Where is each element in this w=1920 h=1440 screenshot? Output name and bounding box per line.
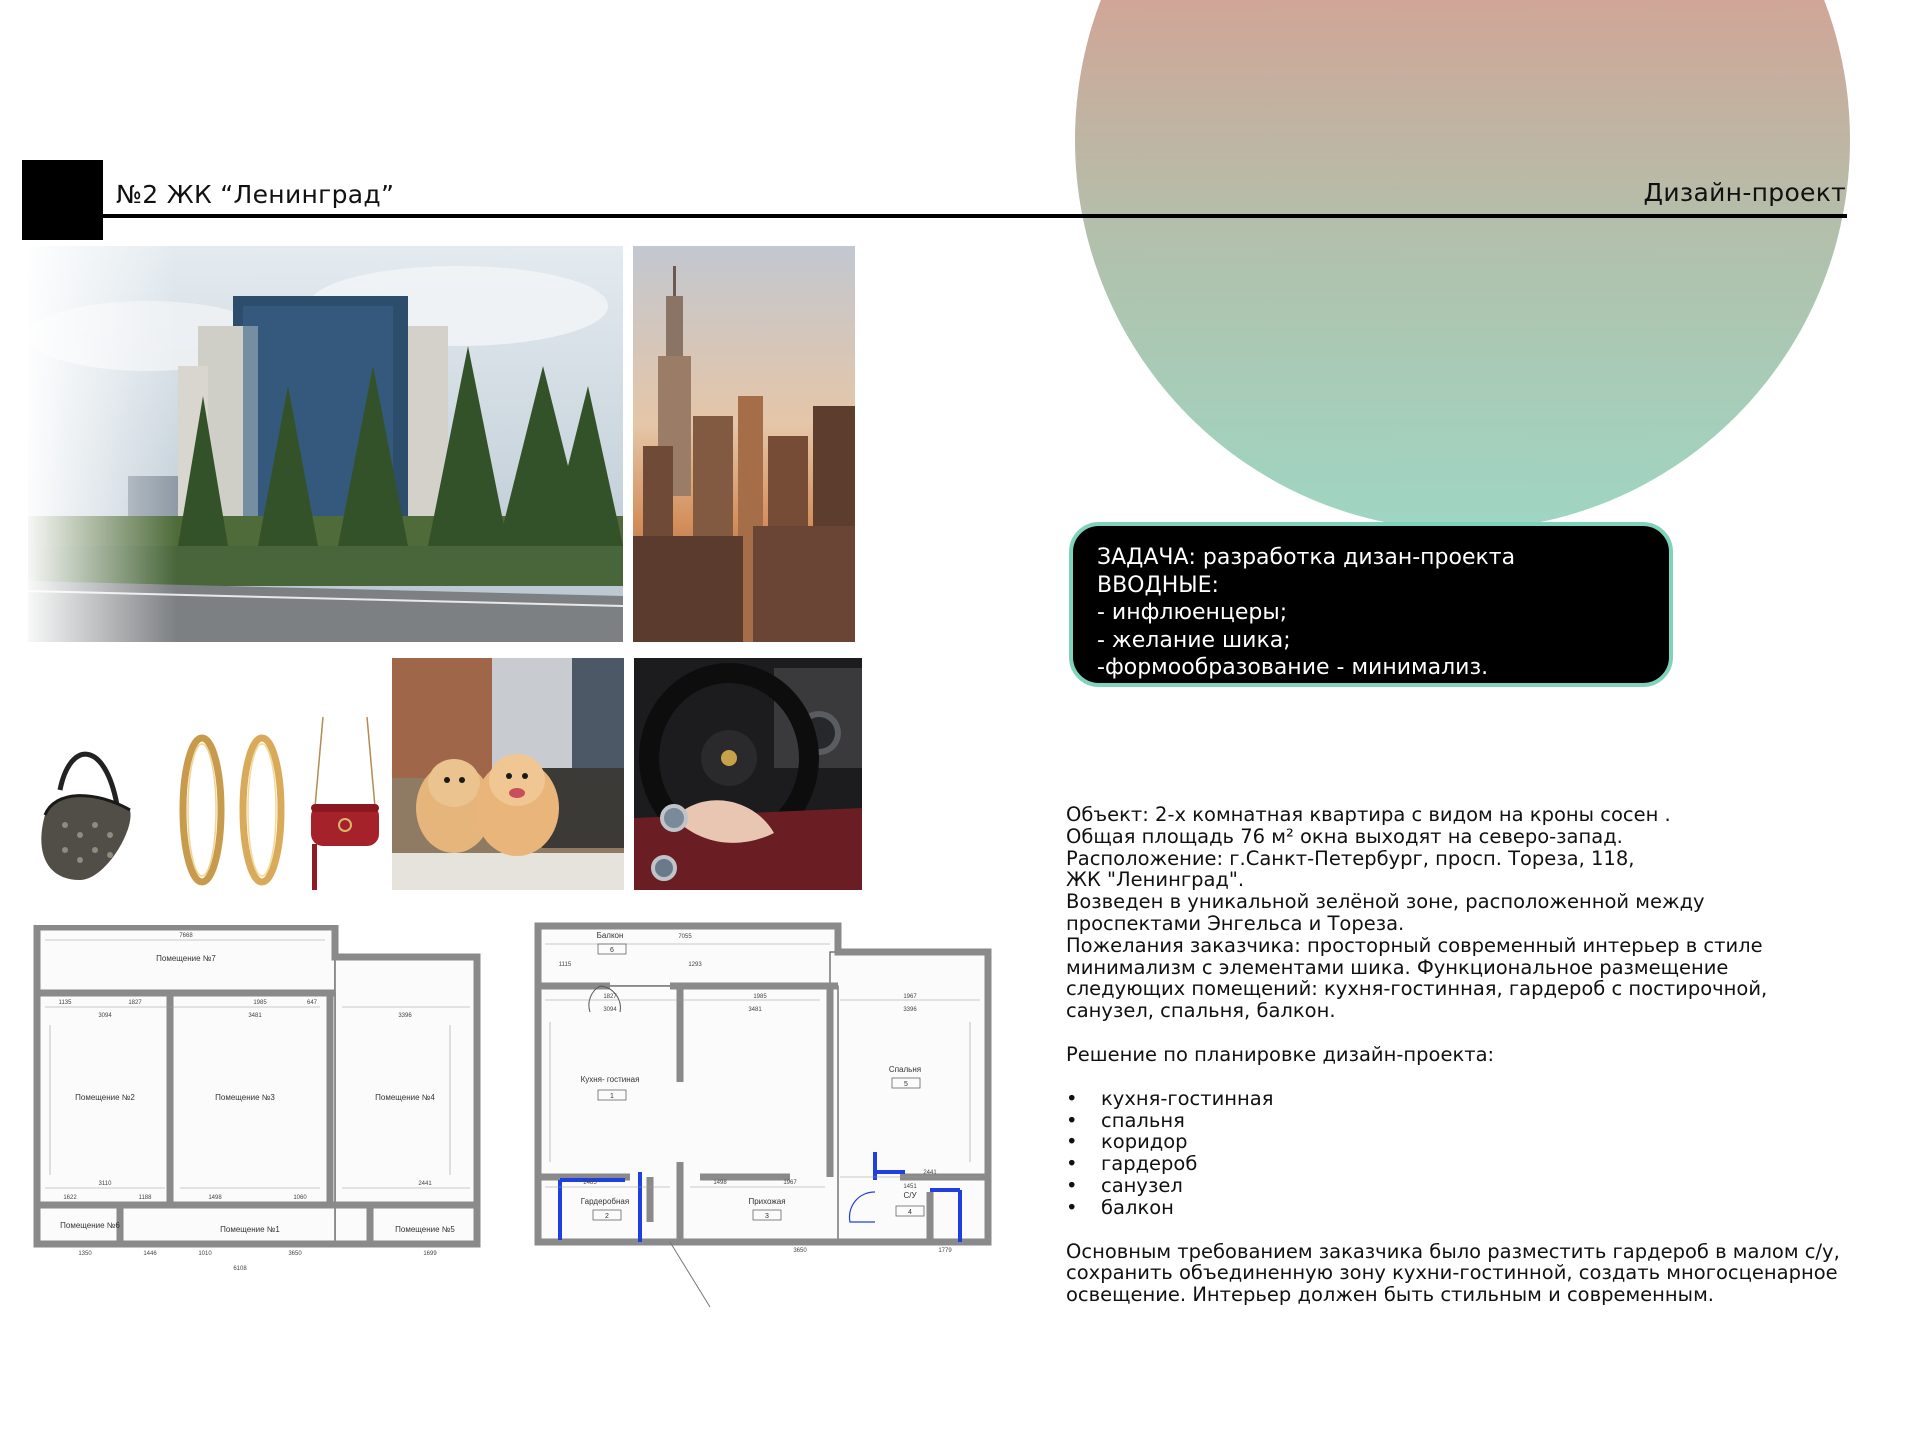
plan1-dim: 1985 (253, 1000, 267, 1006)
rooms-list (1066, 1088, 1906, 1219)
plan1-dim: 1498 (208, 1195, 222, 1201)
plan1-dim: 3110 (98, 1181, 112, 1187)
requirement-line: освещение. Интерьер должен быть стильным и современным. (1066, 1283, 1714, 1307)
plan1-dim: 3396 (398, 1013, 412, 1019)
plan2-dim: 3481 (748, 1007, 762, 1013)
plan1-room-label: Помещение №7 (156, 954, 216, 963)
description-line: Расположение: г.Санкт-Петербург, просп. Тореза, 118, (1066, 846, 1635, 870)
solution-heading: Решение по планировке дизайн-проекта: (1066, 1042, 1495, 1066)
plan1-dim: 2441 (418, 1181, 432, 1187)
plan1-dim: 3650 (288, 1251, 302, 1257)
plan1-dim: 3481 (248, 1013, 262, 1019)
plan1-dim: 1827 (128, 1000, 142, 1006)
rooms-list-item: • кухня-гостинная (1066, 1088, 1906, 1110)
plan2-dim: 1967 (903, 994, 917, 1000)
plan1-room-label: Помещение №4 (375, 1093, 435, 1102)
plan1-dim: 6108 (233, 1266, 247, 1272)
description-line: Пожелания заказчика: просторный современный интерьер в стиле (1066, 933, 1763, 957)
plan2-room-label: Прихожая (748, 1197, 786, 1206)
plan2-dim: 1967 (783, 1180, 797, 1186)
document-type-label: Дизайн-проект (1643, 178, 1846, 207)
decorative-gradient-circle (1075, 0, 1850, 530)
plan2-dim: 1115 (558, 962, 572, 968)
residential-complex-photo (28, 246, 623, 642)
plan1-room-label: Помещение №2 (75, 1093, 135, 1102)
saddle-bag-image (35, 730, 140, 890)
plan2-dim: 1451 (903, 1184, 917, 1190)
plan2-dim: 1985 (753, 994, 767, 1000)
plan1-dim: 1135 (58, 1000, 72, 1006)
plan2-room-number: 6 (610, 947, 614, 954)
plan1-dim: 1699 (423, 1251, 437, 1257)
project-description (1066, 804, 1906, 1306)
plan2-dim: 3650 (793, 1248, 807, 1254)
sports-car-interior-photo (634, 658, 862, 890)
description-line: Возведен в уникальной зелёной зоне, расположенной между (1066, 890, 1705, 914)
plan2-room-label: С/У (903, 1191, 917, 1200)
rooms-list-item: • санузел (1066, 1175, 1906, 1197)
existing-floor-plan (30, 925, 485, 1299)
plan2-dim: 7055 (678, 934, 692, 940)
plan1-dim: 647 (306, 1000, 318, 1006)
project-title: №2 ЖК “Ленинград” (116, 180, 395, 209)
plan2-room-number: 2 (605, 1213, 609, 1220)
plan1-dim: 1188 (138, 1195, 152, 1201)
description-line: Объект: 2-х комнатная квартира с видом на кроны сосен . (1066, 803, 1671, 826)
plan2-dim: 1827 (603, 994, 617, 1000)
description-line: Общая площадь 76 м² окна выходят на северо-запад. (1066, 824, 1623, 848)
description-line: санузел, спальня, балкон. (1066, 999, 1336, 1023)
plan1-room-label: Помещение №1 (220, 1225, 280, 1234)
plan1-room-label: Помещение №3 (215, 1093, 275, 1102)
gold-bracelets-image (175, 720, 290, 895)
description-line: следующих помещений: кухня-гостинная, гардероб с постирочной, (1066, 977, 1768, 1001)
task-line: ЗАДАЧА: разработка дизан-проекта (1097, 545, 1516, 570)
city-skyline-photo (633, 246, 855, 642)
plan1-dim: 1010 (198, 1251, 212, 1257)
red-crossbody-bag-image (305, 712, 385, 892)
requirement-line: Основным требованием заказчика было разместить гардероб в малом с/у, (1066, 1239, 1840, 1263)
plan2-room-label: Балкон (596, 931, 624, 940)
plan1-dim: 1350 (78, 1251, 92, 1257)
description-line: ЖК "Ленинград". (1066, 868, 1245, 892)
plan1-room-label: Помещение №5 (395, 1225, 455, 1234)
rooms-list-item: • коридор (1066, 1131, 1906, 1153)
plan2-room-label: Спальня (888, 1065, 922, 1074)
plan2-dim: 2441 (923, 1170, 937, 1176)
header-black-square (22, 160, 103, 240)
plan2-dim: 1779 (938, 1248, 952, 1254)
pomeranian-dogs-photo (392, 658, 624, 890)
plan2-room-number: 5 (904, 1081, 908, 1088)
plan1-dim: 7668 (179, 933, 193, 939)
plan2-room-number: 1 (610, 1093, 614, 1100)
plan2-dim: 3396 (903, 1007, 917, 1013)
header-divider-line (103, 214, 1847, 218)
plan2-room-label: Кухня- гостиная (580, 1075, 640, 1084)
plan2-room-number: 3 (765, 1213, 769, 1220)
plan1-dim: 1622 (63, 1195, 77, 1201)
plan2-room-number: 4 (908, 1209, 912, 1216)
plan1-dim: 3094 (98, 1013, 112, 1019)
rooms-list-item: • спальня (1066, 1110, 1906, 1132)
rooms-list-item: • балкон (1066, 1197, 1906, 1219)
description-line: минимализм с элементами шика. Функциональное размещение (1066, 955, 1729, 979)
plan2-dim: 1498 (713, 1180, 727, 1186)
plan1-room-label: Помещение №6 (60, 1221, 120, 1230)
rooms-list-item: • гардероб (1066, 1153, 1906, 1175)
description-line: проспектами Энгельса и Тореза. (1066, 911, 1405, 935)
plan2-dim: 3094 (603, 1007, 617, 1013)
task-box (1069, 522, 1673, 687)
task-line: - инфлюенцеры; (1097, 600, 1288, 625)
task-line: - желание шика; (1097, 627, 1291, 653)
requirement-line: сохранить объединенную зону кухни-гостинной, создать многосценарное (1066, 1261, 1838, 1285)
plan2-dim: 1293 (688, 962, 702, 968)
plan2-room-label: Гардеробная (580, 1197, 630, 1206)
proposed-floor-plan (530, 922, 1000, 1317)
plan1-dim: 1446 (143, 1251, 157, 1257)
plan1-dim: 1060 (293, 1195, 307, 1201)
plan2-dim: 2485 (583, 1180, 597, 1186)
task-line: -формообразование - минимализ. (1097, 655, 1489, 680)
task-line: ВВОДНЫЕ: (1097, 572, 1219, 598)
